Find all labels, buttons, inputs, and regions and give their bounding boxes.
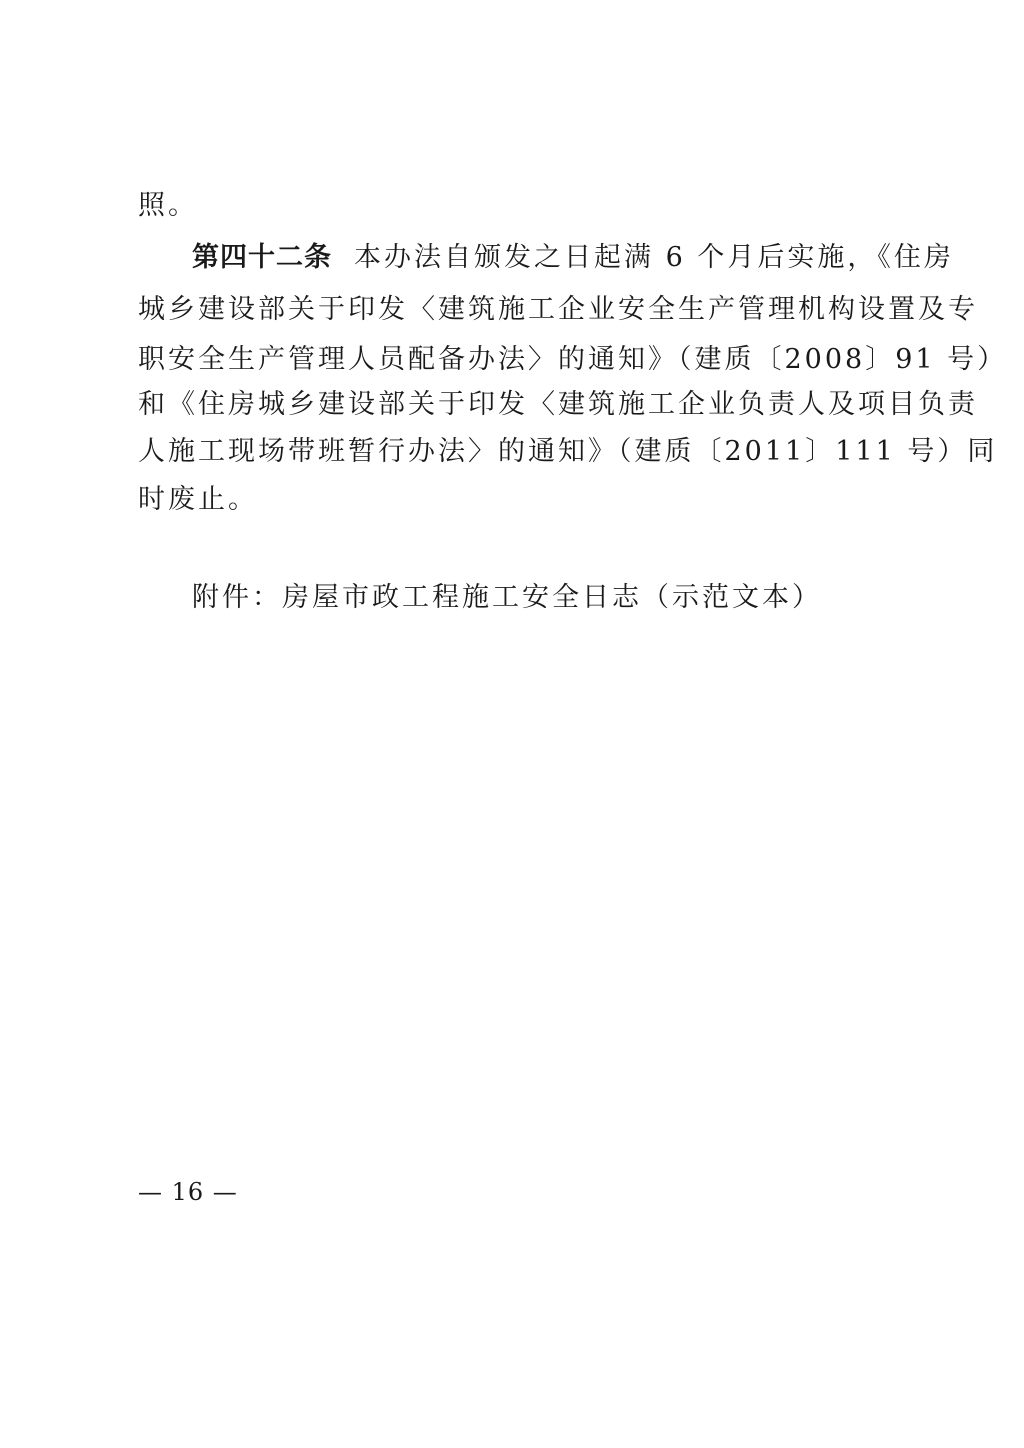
article-heading: 第四十二条 (192, 242, 332, 273)
article-line: 本办法自颁发之日起满 6 个月后实施，《住房 (354, 242, 954, 273)
article-first-line (192, 238, 954, 278)
article-line: 时废止。 (138, 484, 258, 515)
page-number: — 16 — (138, 1178, 238, 1206)
continuation-text: 照。 (138, 190, 198, 221)
article-line: 人施工现场带班暂行办法〉的通知》（建质〔2011〕111 号）同 (138, 436, 998, 467)
article-line: 职安全生产管理人员配备办法〉的通知》（建质〔2008〕91 号） (138, 344, 1008, 375)
attachment-note: 附件：房屋市政工程施工安全日志（示范文本） (192, 582, 822, 613)
article-line: 城乡建设部关于印发〈建筑施工企业安全生产管理机构设置及专 (138, 294, 978, 325)
article-line: 和《住房城乡建设部关于印发〈建筑施工企业负责人及项目负责 (138, 389, 978, 420)
